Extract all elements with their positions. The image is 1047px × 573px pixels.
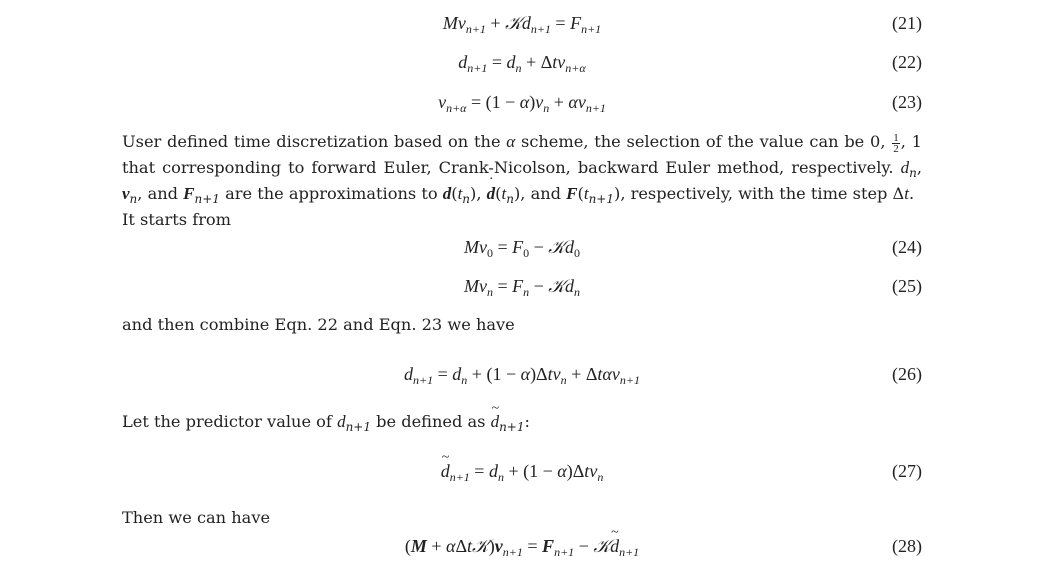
equation-number-28: (28) xyxy=(892,536,922,556)
equation-row-22 xyxy=(0,50,1047,78)
equation-26: $d_{n+1} = d_n + (1 - \alpha)\Delta tv_n + \Delta t\alpha v_{n+1}$ xyxy=(404,364,640,387)
equation-number-21: (21) xyxy=(892,13,922,33)
equation-row-21 xyxy=(0,11,1047,39)
equation-row-25 xyxy=(0,274,1047,302)
equation-22: $d_{n+1} = d_n + \Delta tv_{n+\alpha}$ xyxy=(458,52,586,75)
equation-row-28 xyxy=(0,534,1047,562)
equation-row-27 xyxy=(0,459,1047,487)
equation-row-26 xyxy=(0,362,1047,390)
paragraph-then-we-can-have: Then we can have xyxy=(122,508,271,527)
equation-number-25: (25) xyxy=(892,276,922,296)
equation-25: $Mv_n = F_n$ − 𝒦d$_n$ xyxy=(463,276,581,299)
equation-24: $Mv_0 = F_0$ − 𝒦d$_0$ xyxy=(463,237,581,260)
equation-28: $(M + \alpha\Delta t𝒦)v_{n+1} = F_{n+1}$ − 𝒦~ $d_{n+1}$ xyxy=(122,534,922,558)
equation-21: $Mv_{n+1}$ + 𝒦d$_{n+1}$ = $F_{n+1}$ xyxy=(442,13,602,36)
equation-number-24: (24) xyxy=(892,237,922,257)
equation-number-27: (27) xyxy=(892,461,922,481)
fraction-one-half: $\frac{1}{2}$ xyxy=(893,132,899,155)
paragraph-it-starts-from: It starts from xyxy=(122,210,232,229)
equation-27: ~ $d_{n+1} = d_n + (1 - \alpha)\Delta tv_n$ xyxy=(122,459,922,483)
equation-row-23 xyxy=(0,90,1047,118)
equation-number-23: (23) xyxy=(892,92,922,112)
paragraph-combine-equations: and then combine Eqn. 22 and Eqn. 23 we have xyxy=(122,315,515,334)
equation-number-26: (26) xyxy=(892,364,922,384)
paragraph-alpha-scheme: User defined time discretization based on the α scheme, the selection of the value can be 0, $\frac{1}{2}$ , 1 that corresponding to forward Euler, Crank-Nicolson, backward Euler method, respectively. $d_n$, $v_n$, and $F_{n+1}$ are the approximations to $d(t_n)$, ˙ $d(t_n)$, and $F(t_{n+1})$, respectively, with the time step Δt. xyxy=(122,129,922,207)
equation-23: $v_{n+\alpha} = (1 - \alpha)v_n + \alpha v_{n+1}$ xyxy=(438,92,606,115)
equation-number-22: (22) xyxy=(892,52,922,72)
equation-row-24 xyxy=(0,235,1047,263)
paragraph-predictor-definition: Let the predictor value of $d_{n+1}$ be defined as ~ $d_{n+1}$: xyxy=(122,409,922,435)
